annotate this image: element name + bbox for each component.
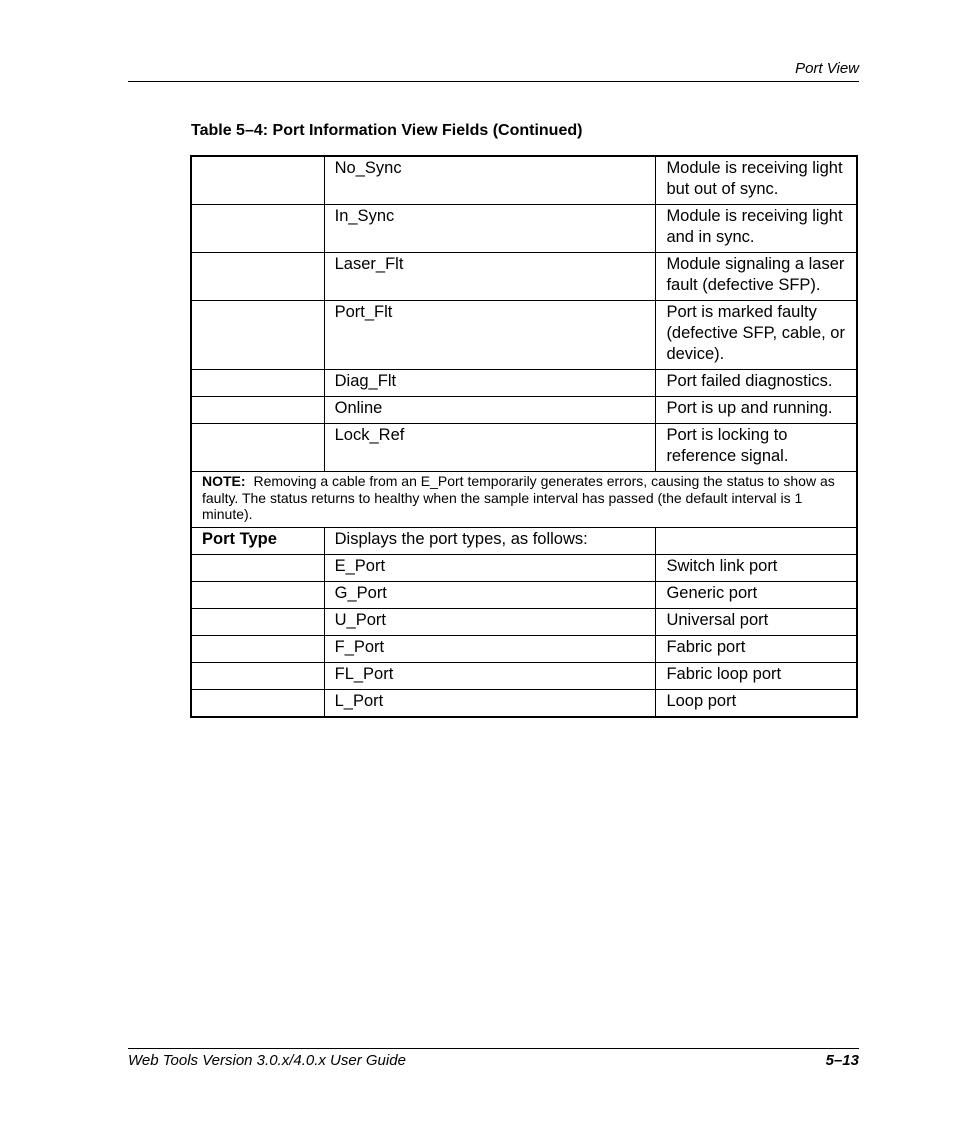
description-cell: Port failed diagnostics. <box>656 370 857 397</box>
value-cell: Displays the port types, as follows: <box>324 527 656 554</box>
value-cell: Port_Flt <box>324 301 656 370</box>
field-cell <box>191 205 324 253</box>
description-cell: Port is marked faulty (defective SFP, cable, or device). <box>656 301 857 370</box>
description-cell: Module is receiving light but out of sync. <box>656 156 857 205</box>
value-cell: No_Sync <box>324 156 656 205</box>
value-cell: L_Port <box>324 689 656 717</box>
port-info-table <box>190 155 858 718</box>
table-row <box>191 662 857 689</box>
note-text: Removing a cable from an E_Port temporarily generates errors, causing the status to show as faulty. The status returns to healthy when the sample interval has passed (the default interval is 1 minute). <box>202 473 835 522</box>
field-cell <box>191 662 324 689</box>
table-row <box>191 608 857 635</box>
field-cell <box>191 689 324 717</box>
page-number: 5–13 <box>825 1052 859 1069</box>
description-cell: Port is up and running. <box>656 397 857 424</box>
value-cell: F_Port <box>324 635 656 662</box>
field-cell <box>191 397 324 424</box>
field-cell <box>191 156 324 205</box>
table-row <box>191 635 857 662</box>
field-cell <box>191 424 324 472</box>
table-row <box>191 156 857 205</box>
description-cell: Switch link port <box>656 554 857 581</box>
table-row <box>191 253 857 301</box>
table-row <box>191 397 857 424</box>
value-cell: In_Sync <box>324 205 656 253</box>
note-cell <box>191 472 857 528</box>
value-cell: Lock_Ref <box>324 424 656 472</box>
description-cell: Port is locking to reference signal. <box>656 424 857 472</box>
field-cell <box>191 581 324 608</box>
description-cell: Module signaling a laser fault (defective SFP). <box>656 253 857 301</box>
value-cell: U_Port <box>324 608 656 635</box>
value-cell: Diag_Flt <box>324 370 656 397</box>
table-row <box>191 424 857 472</box>
table-row <box>191 581 857 608</box>
field-cell <box>191 253 324 301</box>
table-row <box>191 301 857 370</box>
table-row <box>191 370 857 397</box>
description-cell: Universal port <box>656 608 857 635</box>
description-cell: Loop port <box>656 689 857 717</box>
field-cell <box>191 635 324 662</box>
description-cell: Fabric loop port <box>656 662 857 689</box>
value-cell: Laser_Flt <box>324 253 656 301</box>
field-cell <box>191 554 324 581</box>
value-cell: Online <box>324 397 656 424</box>
value-cell: G_Port <box>324 581 656 608</box>
value-cell: FL_Port <box>324 662 656 689</box>
running-head: Port View <box>795 60 859 77</box>
table-row <box>191 527 857 554</box>
footer-title: Web Tools Version 3.0.x/4.0.x User Guide <box>128 1052 406 1069</box>
description-cell: Module is receiving light and in sync. <box>656 205 857 253</box>
field-name-cell: Port Type <box>191 527 324 554</box>
page-footer <box>128 1048 859 1073</box>
table-caption: Table 5–4: Port Information View Fields (Continued) <box>191 122 583 139</box>
value-cell: E_Port <box>324 554 656 581</box>
description-cell: Fabric port <box>656 635 857 662</box>
field-cell <box>191 301 324 370</box>
table-row <box>191 205 857 253</box>
note-row <box>191 472 857 528</box>
description-cell <box>656 527 857 554</box>
table-row <box>191 554 857 581</box>
field-cell <box>191 608 324 635</box>
page-header <box>128 59 859 82</box>
description-cell: Generic port <box>656 581 857 608</box>
field-cell <box>191 370 324 397</box>
note-label: NOTE: <box>202 473 246 489</box>
table-row <box>191 689 857 717</box>
